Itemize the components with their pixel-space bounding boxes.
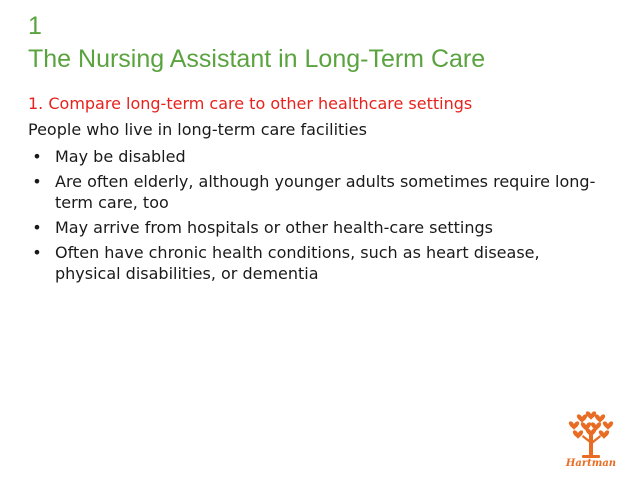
bullet-text: May arrive from hospitals or other health-care settings: [55, 218, 493, 237]
list-item: [30, 171, 610, 213]
intro-text: People who live in long-term care facilities: [28, 120, 367, 139]
bullet-icon: •: [32, 243, 42, 262]
bullet-text: Are often elderly, although younger adults sometimes require long-term care, too: [55, 172, 596, 212]
bullet-icon: •: [32, 147, 42, 166]
logo-text: Hartman: [565, 458, 617, 469]
tree-logo-icon: [560, 404, 622, 460]
bullet-icon: •: [32, 172, 42, 191]
bullet-icon: •: [32, 218, 42, 237]
bullet-list: [30, 146, 610, 288]
slide-number: 1: [28, 12, 42, 40]
slide-title: The Nursing Assistant in Long-Term Care: [28, 45, 486, 73]
list-item: [30, 217, 610, 238]
list-item: [30, 146, 610, 167]
objective-heading: 1. Compare long-term care to other healthcare settings: [28, 94, 473, 113]
bullet-text: May be disabled: [55, 147, 186, 166]
bullet-text: Often have chronic health conditions, such as heart disease, physical disabilities, or dementia: [55, 243, 540, 283]
hartman-logo: [560, 404, 622, 472]
list-item: [30, 242, 610, 284]
